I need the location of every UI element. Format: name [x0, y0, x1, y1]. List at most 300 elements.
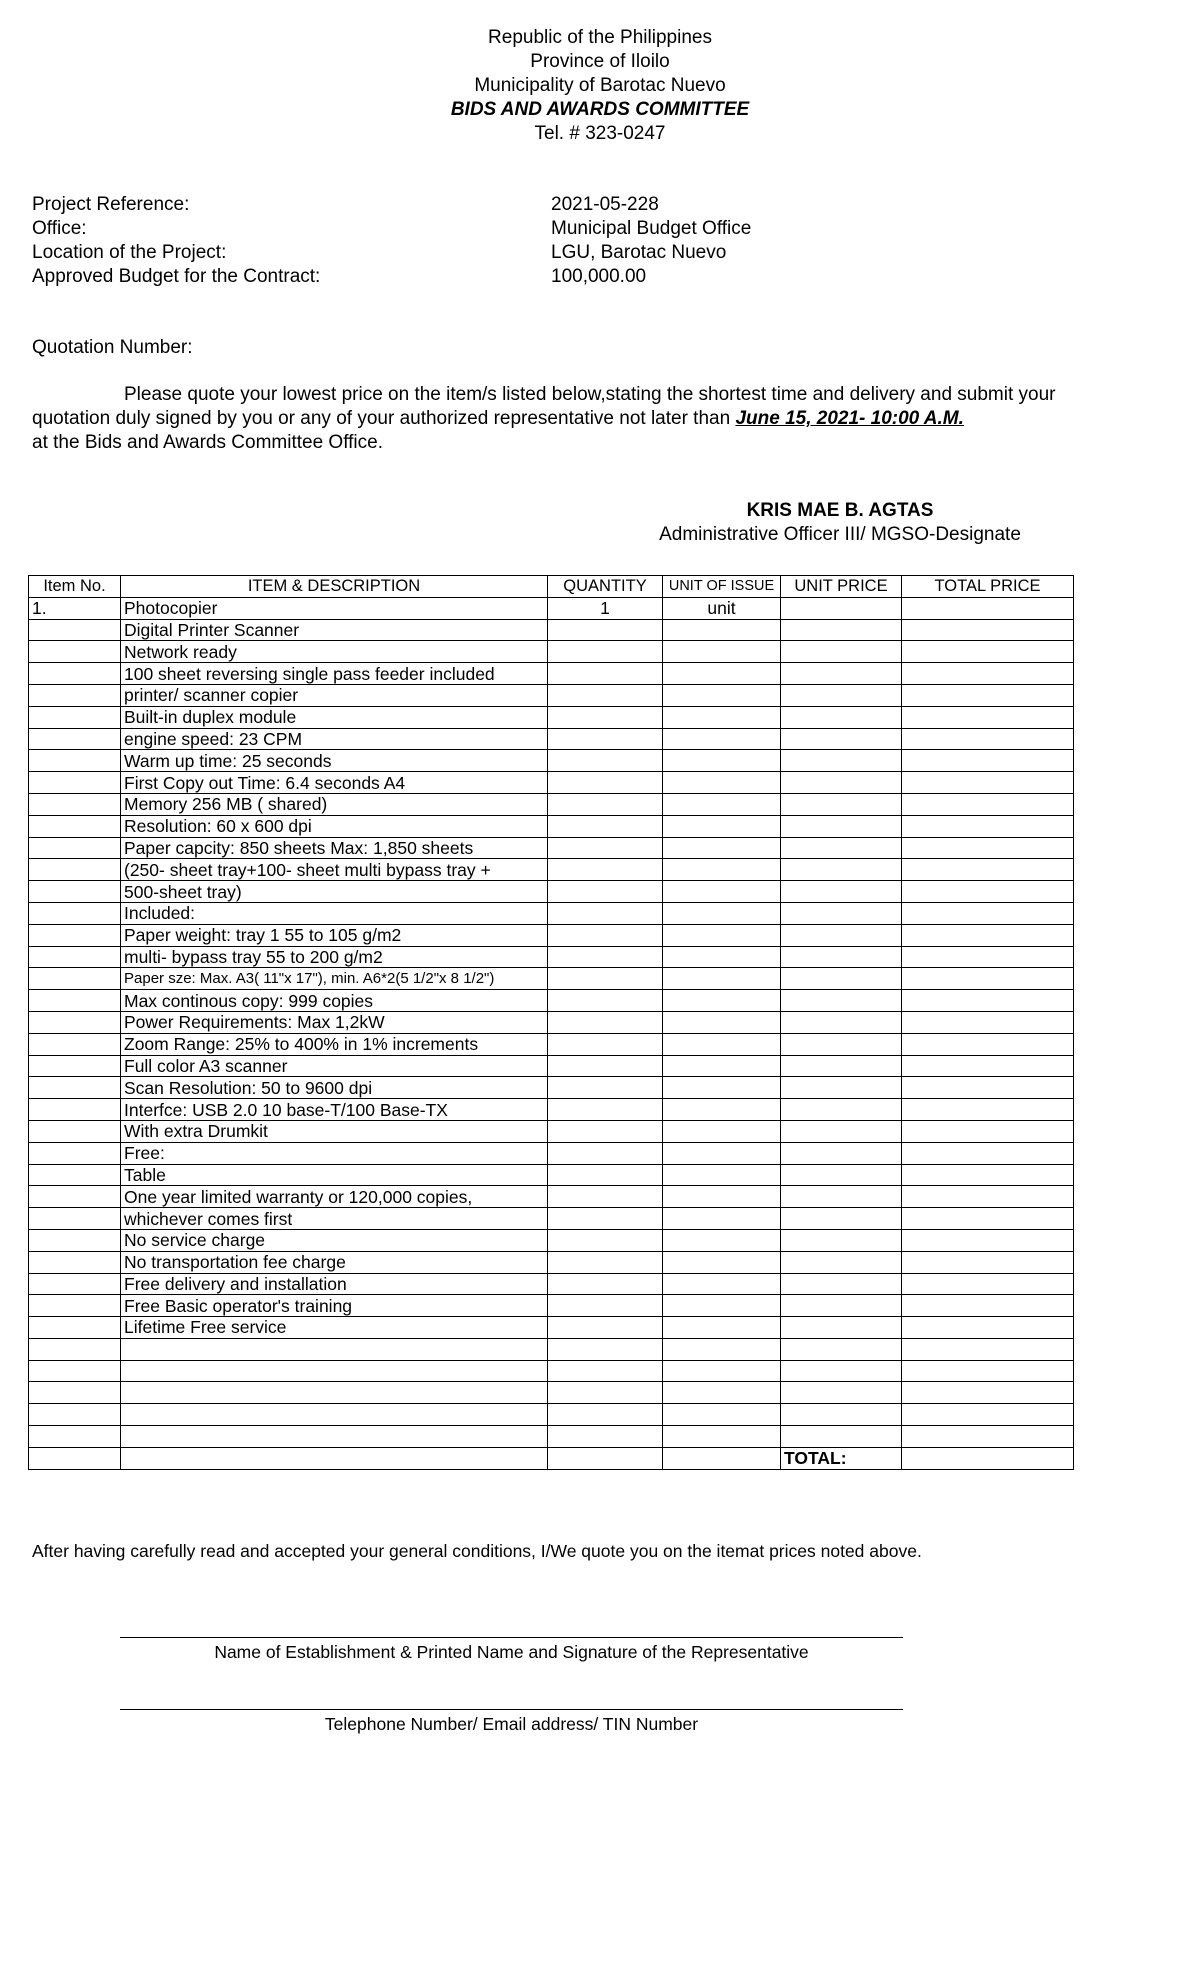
table-row — [29, 663, 1074, 685]
item-no-cell — [29, 1055, 121, 1077]
description-cell: printer/ scanner copier — [121, 684, 548, 706]
table-row — [29, 1077, 1074, 1099]
description-cell: Memory 256 MB ( shared) — [121, 793, 548, 815]
item-no-cell — [29, 641, 121, 663]
info-label: Office: — [32, 218, 87, 239]
total-price-cell — [902, 641, 1074, 663]
table-row — [29, 1055, 1074, 1077]
item-no-cell — [29, 1251, 121, 1273]
table-row — [29, 1229, 1074, 1251]
unit-cell — [663, 859, 781, 881]
description-cell: Full color A3 scanner — [121, 1055, 548, 1077]
item-no-cell — [29, 1447, 121, 1469]
total-price-cell — [902, 1295, 1074, 1317]
unit-price-cell — [781, 663, 902, 685]
table-row — [29, 902, 1074, 924]
quantity-cell — [548, 663, 663, 685]
item-no-cell — [29, 663, 121, 685]
unit-cell — [663, 750, 781, 772]
header-unit-price: UNIT PRICE — [781, 576, 902, 598]
unit-cell — [663, 793, 781, 815]
unit-cell — [663, 990, 781, 1012]
unit-cell — [663, 1120, 781, 1142]
unit-cell — [663, 1077, 781, 1099]
unit-cell — [663, 684, 781, 706]
quantity-cell — [548, 902, 663, 924]
unit-cell — [663, 706, 781, 728]
description-cell: Zoom Range: 25% to 400% in 1% increments — [121, 1033, 548, 1055]
total-price-cell — [902, 663, 1074, 685]
table-row — [29, 706, 1074, 728]
description-cell: No service charge — [121, 1229, 548, 1251]
quotation-number-label: Quotation Number: — [32, 337, 193, 358]
unit-price-cell — [781, 815, 902, 837]
unit-price-cell — [781, 1033, 902, 1055]
table-row — [29, 1295, 1074, 1317]
total-price-cell — [902, 881, 1074, 903]
unit-price-cell — [781, 619, 902, 641]
table-row — [29, 641, 1074, 663]
description-cell: Warm up time: 25 seconds — [121, 750, 548, 772]
total-price-cell — [902, 1077, 1074, 1099]
total-price-cell — [902, 1404, 1074, 1426]
item-no-cell — [29, 706, 121, 728]
total-price-cell — [902, 619, 1074, 641]
description-cell: Paper sze: Max. A3( 11"x 17"), min. A6*2(5 1/2"x 8 1/2") — [121, 968, 548, 990]
item-no-cell — [29, 1338, 121, 1360]
unit-price-cell — [781, 1426, 902, 1448]
table-row — [29, 1426, 1074, 1448]
item-no-cell — [29, 1426, 121, 1448]
committee-title: BIDS AND AWARDS COMMITTEE — [450, 99, 750, 120]
quantity-cell — [548, 728, 663, 750]
signature-caption-1: Name of Establishment & Printed Name and Signature of the Representative — [214, 1642, 809, 1662]
description-cell — [121, 1382, 548, 1404]
table-row — [29, 1186, 1074, 1208]
unit-cell — [663, 902, 781, 924]
unit-cell — [663, 1229, 781, 1251]
description-cell — [121, 1426, 548, 1448]
unit-cell — [663, 1273, 781, 1295]
table-row — [29, 1338, 1074, 1360]
signature-line-2 — [120, 1709, 903, 1710]
total-price-cell — [902, 597, 1074, 619]
unit-cell — [663, 1099, 781, 1121]
unit-price-cell — [781, 1295, 902, 1317]
table-row — [29, 837, 1074, 859]
total-price-cell — [902, 1426, 1074, 1448]
total-price-cell — [902, 1317, 1074, 1339]
unit-price-cell — [781, 641, 902, 663]
info-label: Location of the Project: — [32, 242, 227, 263]
description-cell — [121, 1338, 548, 1360]
header-unit-of-issue: UNIT OF ISSUE — [663, 576, 781, 598]
table-row — [29, 1120, 1074, 1142]
quantity-cell — [548, 1338, 663, 1360]
description-cell: Table — [121, 1164, 548, 1186]
quantity-cell — [548, 1208, 663, 1230]
item-no-cell — [29, 1164, 121, 1186]
item-no-cell: 1. — [29, 597, 121, 619]
description-cell: engine speed: 23 CPM — [121, 728, 548, 750]
unit-cell — [663, 1164, 781, 1186]
unit-cell: unit — [663, 597, 781, 619]
item-no-cell — [29, 837, 121, 859]
total-price-cell — [902, 1186, 1074, 1208]
description-cell: Photocopier — [121, 597, 548, 619]
unit-cell — [663, 663, 781, 685]
total-price-cell — [902, 1360, 1074, 1382]
quantity-cell — [548, 1164, 663, 1186]
description-cell: Power Requirements: Max 1,2kW — [121, 1011, 548, 1033]
description-cell: Built-in duplex module — [121, 706, 548, 728]
total-price-cell — [902, 1447, 1074, 1469]
table-row — [29, 1011, 1074, 1033]
unit-cell — [663, 1011, 781, 1033]
unit-cell — [663, 881, 781, 903]
item-no-cell — [29, 1295, 121, 1317]
unit-price-cell — [781, 1404, 902, 1426]
total-price-cell — [902, 1229, 1074, 1251]
unit-price-cell — [781, 1099, 902, 1121]
item-no-cell — [29, 1317, 121, 1339]
description-cell: Max continous copy: 999 copies — [121, 990, 548, 1012]
quantity-cell — [548, 684, 663, 706]
table-row — [29, 1251, 1074, 1273]
unit-price-cell — [781, 772, 902, 794]
quantity-cell — [548, 1251, 663, 1273]
item-no-cell — [29, 1011, 121, 1033]
unit-price-cell — [781, 946, 902, 968]
header-republic: Republic of the Philippines — [488, 27, 712, 48]
unit-cell — [663, 815, 781, 837]
header-telephone: Tel. # 323-0247 — [534, 123, 666, 144]
unit-cell — [663, 1317, 781, 1339]
unit-price-cell — [781, 597, 902, 619]
unit-price-cell — [781, 1251, 902, 1273]
item-no-cell — [29, 946, 121, 968]
unit-cell — [663, 968, 781, 990]
table-row — [29, 684, 1074, 706]
description-cell — [121, 1360, 548, 1382]
info-row-reference — [32, 193, 751, 217]
table-row — [29, 1360, 1074, 1382]
quantity-cell — [548, 772, 663, 794]
quantity-cell — [548, 1077, 663, 1099]
acceptance-statement: After having carefully read and accepted your general conditions, I/We quote you on the itemat prices noted above. — [32, 1541, 922, 1561]
table-row — [29, 881, 1074, 903]
info-value: Municipal Budget Office — [551, 218, 752, 239]
info-row-office — [32, 217, 751, 241]
unit-cell — [663, 1360, 781, 1382]
table-row — [29, 968, 1074, 990]
quantity-cell — [548, 1404, 663, 1426]
table-row — [29, 859, 1074, 881]
unit-price-cell — [781, 793, 902, 815]
quantity-cell — [548, 1360, 663, 1382]
quantity-cell — [548, 1447, 663, 1469]
quantity-cell: 1 — [548, 597, 663, 619]
total-price-cell — [902, 859, 1074, 881]
unit-price-cell — [781, 1382, 902, 1404]
table-row — [29, 597, 1074, 619]
total-price-cell — [902, 815, 1074, 837]
item-no-cell — [29, 1077, 121, 1099]
unit-price-cell — [781, 859, 902, 881]
description-cell: Scan Resolution: 50 to 9600 dpi — [121, 1077, 548, 1099]
info-label: Approved Budget for the Contract: — [32, 266, 321, 287]
total-price-cell — [902, 946, 1074, 968]
unit-price-cell — [781, 968, 902, 990]
table-row — [29, 1142, 1074, 1164]
table-row — [29, 924, 1074, 946]
header-province: Province of Iloilo — [530, 51, 670, 72]
unit-price-cell — [781, 1317, 902, 1339]
quantity-cell — [548, 706, 663, 728]
description-cell: Free: — [121, 1142, 548, 1164]
project-info — [32, 193, 751, 289]
unit-price-cell — [781, 1077, 902, 1099]
total-label: TOTAL: — [781, 1447, 902, 1469]
description-cell: No transportation fee charge — [121, 1251, 548, 1273]
table-row — [29, 619, 1074, 641]
description-cell — [121, 1404, 548, 1426]
quantity-cell — [548, 1142, 663, 1164]
item-no-cell — [29, 619, 121, 641]
unit-price-cell — [781, 1360, 902, 1382]
total-price-cell — [902, 1033, 1074, 1055]
description-cell: Paper weight: tray 1 55 to 105 g/m2 — [121, 924, 548, 946]
description-cell: First Copy out Time: 6.4 seconds A4 — [121, 772, 548, 794]
table-row — [29, 946, 1074, 968]
item-no-cell — [29, 772, 121, 794]
unit-price-cell — [781, 1055, 902, 1077]
unit-cell — [663, 641, 781, 663]
table-row — [29, 1033, 1074, 1055]
table-row — [29, 1208, 1074, 1230]
instructions-text: Please quote your lowest price on the item/s listed below,stating the shortest time and delivery and submit your quotation duly signed by you or any of your authorized representative not later than — [32, 384, 1056, 429]
unit-price-cell — [781, 1164, 902, 1186]
unit-price-cell — [781, 684, 902, 706]
total-price-cell — [902, 837, 1074, 859]
table-row — [29, 1447, 1074, 1469]
unit-cell — [663, 924, 781, 946]
unit-cell — [663, 1033, 781, 1055]
table-row — [29, 1273, 1074, 1295]
unit-cell — [663, 946, 781, 968]
info-value: 100,000.00 — [551, 266, 647, 287]
quantity-cell — [548, 837, 663, 859]
info-row-location — [32, 241, 751, 265]
total-price-cell — [902, 728, 1074, 750]
info-label: Project Reference: — [32, 194, 190, 215]
unit-price-cell — [781, 924, 902, 946]
unit-price-cell — [781, 750, 902, 772]
unit-price-cell — [781, 881, 902, 903]
item-no-cell — [29, 968, 121, 990]
unit-price-cell — [781, 1011, 902, 1033]
unit-cell — [663, 1295, 781, 1317]
total-price-cell — [902, 1164, 1074, 1186]
quantity-cell — [548, 1120, 663, 1142]
info-row-budget — [32, 265, 751, 289]
table-row — [29, 990, 1074, 1012]
total-price-cell — [902, 793, 1074, 815]
unit-price-cell — [781, 837, 902, 859]
signatory-name: KRIS MAE B. AGTAS — [746, 500, 934, 521]
unit-cell — [663, 1251, 781, 1273]
item-no-cell — [29, 750, 121, 772]
unit-price-cell — [781, 728, 902, 750]
unit-price-cell — [781, 902, 902, 924]
unit-price-cell — [781, 1208, 902, 1230]
description-cell: 100 sheet reversing single pass feeder included — [121, 663, 548, 685]
description-cell: multi- bypass tray 55 to 200 g/m2 — [121, 946, 548, 968]
unit-cell — [663, 728, 781, 750]
table-header-row — [29, 576, 1074, 598]
description-cell: With extra Drumkit — [121, 1120, 548, 1142]
deadline: June 15, 2021- 10:00 A.M. — [735, 408, 964, 429]
item-no-cell — [29, 1273, 121, 1295]
description-cell: Free Basic operator's training — [121, 1295, 548, 1317]
unit-cell — [663, 1142, 781, 1164]
total-price-cell — [902, 1142, 1074, 1164]
info-value: 2021-05-228 — [551, 194, 659, 215]
unit-cell — [663, 619, 781, 641]
item-no-cell — [29, 1404, 121, 1426]
item-no-cell — [29, 684, 121, 706]
quantity-cell — [548, 793, 663, 815]
quantity-cell — [548, 946, 663, 968]
item-no-cell — [29, 1382, 121, 1404]
description-cell: Paper capcity: 850 sheets Max: 1,850 sheets — [121, 837, 548, 859]
quantity-cell — [548, 1011, 663, 1033]
item-no-cell — [29, 902, 121, 924]
unit-cell — [663, 1055, 781, 1077]
total-price-cell — [902, 1382, 1074, 1404]
unit-cell — [663, 1186, 781, 1208]
header-total-price: TOTAL PRICE — [902, 576, 1074, 598]
total-price-cell — [902, 990, 1074, 1012]
quantity-cell — [548, 990, 663, 1012]
unit-cell — [663, 1208, 781, 1230]
description-cell: Lifetime Free service — [121, 1317, 548, 1339]
item-no-cell — [29, 924, 121, 946]
unit-cell — [663, 1404, 781, 1426]
item-no-cell — [29, 881, 121, 903]
total-price-cell — [902, 1251, 1074, 1273]
total-price-cell — [902, 902, 1074, 924]
header-item-no: Item No. — [29, 576, 121, 598]
unit-price-cell — [781, 706, 902, 728]
table-row — [29, 750, 1074, 772]
item-no-cell — [29, 1033, 121, 1055]
item-no-cell — [29, 1142, 121, 1164]
signatory-position: Administrative Officer III/ MGSO-Designate — [659, 524, 1021, 545]
total-price-cell — [902, 924, 1074, 946]
description-cell: One year limited warranty or 120,000 copies, — [121, 1186, 548, 1208]
quantity-cell — [548, 968, 663, 990]
total-price-cell — [902, 1338, 1074, 1360]
quantity-cell — [548, 924, 663, 946]
total-price-cell — [902, 1011, 1074, 1033]
description-cell: Network ready — [121, 641, 548, 663]
item-no-cell — [29, 793, 121, 815]
quantity-cell — [548, 815, 663, 837]
unit-price-cell — [781, 1338, 902, 1360]
item-no-cell — [29, 1360, 121, 1382]
table-row — [29, 815, 1074, 837]
total-price-cell — [902, 1120, 1074, 1142]
item-no-cell — [29, 728, 121, 750]
description-cell: Free delivery and installation — [121, 1273, 548, 1295]
description-cell: Interfce: USB 2.0 10 base-T/100 Base-TX — [121, 1099, 548, 1121]
unit-cell — [663, 1382, 781, 1404]
unit-cell — [663, 1338, 781, 1360]
unit-price-cell — [781, 990, 902, 1012]
description-cell: (250- sheet tray+100- sheet multi bypass tray + — [121, 859, 548, 881]
unit-price-cell — [781, 1273, 902, 1295]
quantity-cell — [548, 859, 663, 881]
total-price-cell — [902, 706, 1074, 728]
item-no-cell — [29, 1120, 121, 1142]
quantity-cell — [548, 1186, 663, 1208]
unit-price-cell — [781, 1120, 902, 1142]
item-no-cell — [29, 1208, 121, 1230]
signature-line-1 — [120, 1637, 903, 1638]
description-cell: whichever comes first — [121, 1208, 548, 1230]
header-committee — [0, 98, 1200, 122]
table-row — [29, 793, 1074, 815]
instructions-text-end: at the Bids and Awards Committee Office. — [32, 432, 383, 453]
quotation-table — [28, 575, 1074, 1470]
quantity-cell — [548, 1099, 663, 1121]
table-row — [29, 1164, 1074, 1186]
instructions-paragraph — [32, 383, 1092, 455]
total-price-cell — [902, 1055, 1074, 1077]
total-price-cell — [902, 1273, 1074, 1295]
description-cell: Digital Printer Scanner — [121, 619, 548, 641]
description-cell: 500-sheet tray) — [121, 881, 548, 903]
unit-price-cell — [781, 1142, 902, 1164]
description-cell: Resolution: 60 x 600 dpi — [121, 815, 548, 837]
quantity-cell — [548, 1382, 663, 1404]
quantity-cell — [548, 1426, 663, 1448]
quantity-cell — [548, 1033, 663, 1055]
header-municipality: Municipality of Barotac Nuevo — [474, 75, 726, 96]
table-row — [29, 1317, 1074, 1339]
description-cell — [121, 1447, 548, 1469]
signature-caption-2: Telephone Number/ Email address/ TIN Number — [324, 1714, 699, 1734]
quantity-cell — [548, 1229, 663, 1251]
total-price-cell — [902, 684, 1074, 706]
quantity-cell — [548, 641, 663, 663]
item-no-cell — [29, 1186, 121, 1208]
header-description: ITEM & DESCRIPTION — [121, 576, 548, 598]
item-no-cell — [29, 1229, 121, 1251]
total-price-cell — [902, 968, 1074, 990]
unit-price-cell — [781, 1186, 902, 1208]
table-row — [29, 1404, 1074, 1426]
info-value: LGU, Barotac Nuevo — [551, 242, 727, 263]
total-price-cell — [902, 1208, 1074, 1230]
description-cell: Included: — [121, 902, 548, 924]
quantity-cell — [548, 1055, 663, 1077]
unit-cell — [663, 1447, 781, 1469]
quantity-cell — [548, 1317, 663, 1339]
total-price-cell — [902, 750, 1074, 772]
unit-price-cell — [781, 1229, 902, 1251]
